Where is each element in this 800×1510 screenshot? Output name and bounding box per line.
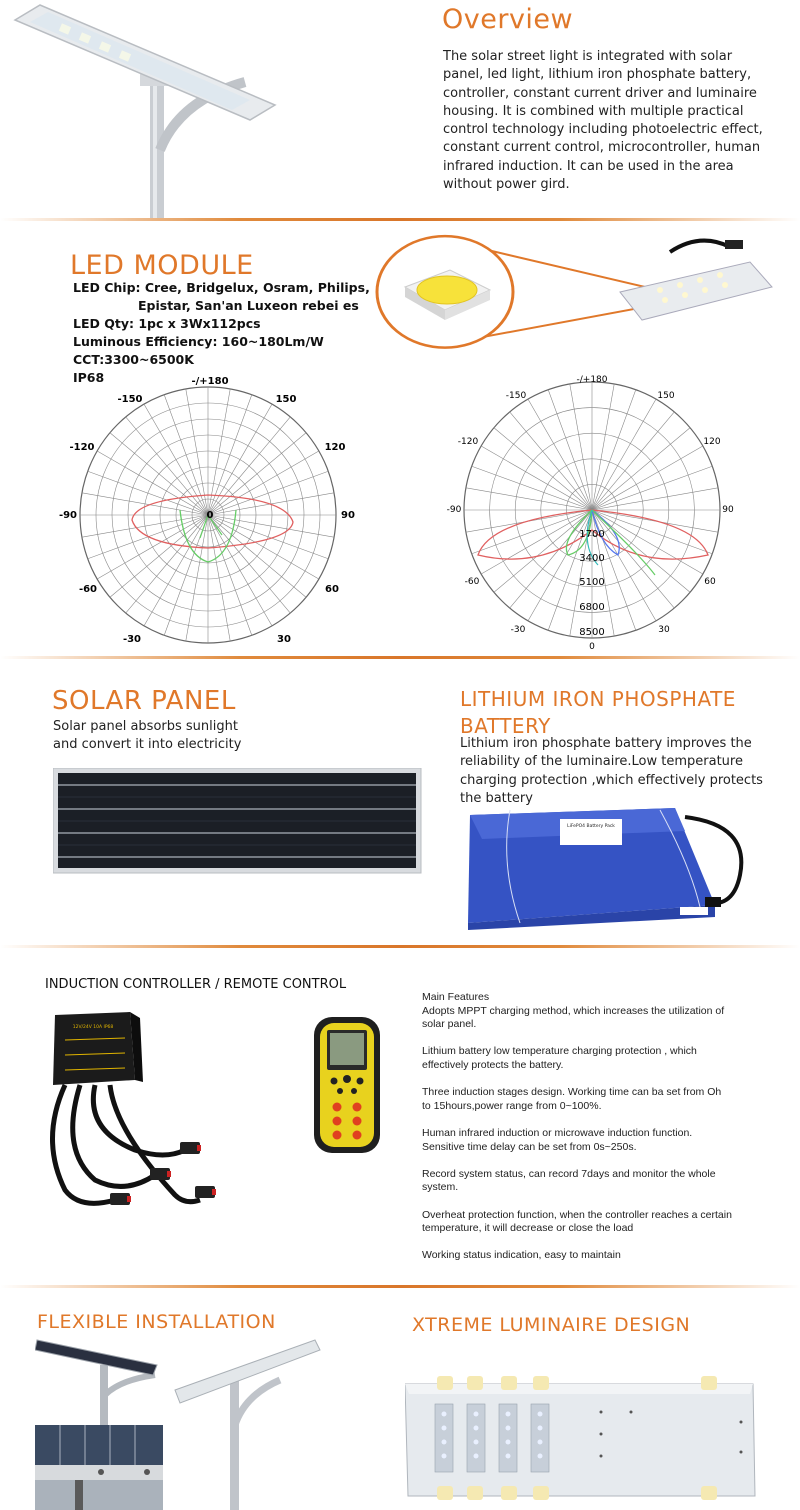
battery-title-line: BATTERY bbox=[460, 714, 551, 738]
angle-label: 0 bbox=[206, 510, 214, 521]
controller-image bbox=[35, 1010, 225, 1230]
spec-led-chip: LED Chip: Cree, Bridgelux, Osram, Philips, bbox=[73, 280, 370, 295]
angle-label: -60 bbox=[78, 584, 98, 595]
radial-label: 3400 bbox=[579, 553, 605, 564]
radial-label: 8500 bbox=[579, 627, 605, 638]
feature-item: Overheat protection function, when the controller reaches a certain temperature, it will decrease or close the load bbox=[422, 1208, 732, 1235]
angle-label: -120 bbox=[457, 437, 479, 447]
section-divider bbox=[0, 1285, 800, 1288]
spec-cct: CCT:3300~6500K bbox=[73, 352, 194, 367]
led-module-title: LED MODULE bbox=[70, 250, 254, 281]
overview-text: The solar street light is integrated with solar panel, led light, lithium iron phosphate battery, controller, constant current driver and luminaire housing. It is combined with multiple practical control technology including photoelectric effect, constant current control, microcontroller, human infrared induction. It can be used in the area without power gird. bbox=[443, 49, 763, 193]
angle-label: 120 bbox=[324, 442, 346, 453]
battery-image bbox=[460, 805, 760, 930]
spec-ip: IP68 bbox=[73, 370, 105, 385]
controller-features bbox=[422, 991, 732, 1263]
luminaire-image bbox=[405, 1372, 757, 1510]
angle-label: -30 bbox=[510, 625, 526, 635]
angle-label: 60 bbox=[704, 577, 716, 587]
street-light-image bbox=[10, 0, 280, 218]
angle-label: 90 bbox=[341, 510, 355, 521]
angle-label: 30 bbox=[277, 634, 291, 645]
feature-item: Working status indication, easy to maintain bbox=[422, 1249, 621, 1262]
angle-label: 150 bbox=[657, 391, 675, 401]
solar-panel-text bbox=[53, 718, 241, 755]
polar-chart-left bbox=[50, 370, 370, 650]
radial-label: 6800 bbox=[579, 602, 605, 613]
battery-label: LiFePO4 Battery Pack bbox=[567, 824, 615, 829]
section-divider bbox=[0, 945, 800, 948]
angle-label: -150 bbox=[505, 391, 527, 401]
feature-item: Lithium battery low temperature charging protection , which effectively protects the battery. bbox=[422, 1045, 697, 1071]
controller-title: INDUCTION CONTROLLER / REMOTE CONTROL bbox=[45, 977, 347, 992]
angle-label: 0 bbox=[589, 642, 595, 652]
angle-label: -150 bbox=[117, 394, 143, 405]
spec-led-chip-cont: Epistar, San'an Luxeon rebei es bbox=[138, 298, 359, 313]
luminaire-title: XTREME LUMINAIRE DESIGN bbox=[412, 1314, 691, 1336]
battery-text: Lithium iron phosphate battery improves the reliability of the luminaire.Low temperature charging protection ,which effectively protects the battery bbox=[460, 736, 763, 806]
polar-chart-right bbox=[440, 370, 750, 652]
solar-panel-text-line: Solar panel absorbs sunlight bbox=[53, 719, 238, 734]
angle-label: -60 bbox=[464, 577, 480, 587]
led-chip-zoom-image bbox=[370, 232, 790, 352]
installation-title: FLEXIBLE INSTALLATION bbox=[37, 1311, 276, 1333]
remote-control-image bbox=[312, 1015, 382, 1155]
battery-title bbox=[460, 686, 736, 740]
feature-item: Adopts MPPT charging method, which increases the utilization of solar panel. bbox=[422, 1004, 725, 1031]
angle-label: 120 bbox=[703, 437, 721, 447]
installation-image bbox=[35, 1335, 325, 1510]
angle-label: 90 bbox=[722, 505, 734, 515]
battery-title-line: LITHIUM IRON PHOSPHATE bbox=[460, 687, 736, 711]
feature-item: Record system status, can record 7days and monitor the whole system. bbox=[422, 1167, 716, 1194]
radial-label: 1700 bbox=[579, 529, 605, 540]
features-heading: Main Features bbox=[422, 991, 490, 1003]
angle-label: 60 bbox=[325, 584, 339, 595]
angle-label: -90 bbox=[58, 510, 78, 521]
section-divider bbox=[0, 218, 800, 221]
spec-led-qty: LED Qty: 1pc x 3Wx112pcs bbox=[73, 316, 261, 331]
angle-label: -30 bbox=[122, 634, 142, 645]
angle-label: -120 bbox=[69, 442, 95, 453]
spec-efficiency: Luminous Efficiency: 160~180Lm/W bbox=[73, 334, 324, 349]
feature-item: Human infrared induction or microwave induction function. Sensitive time delay can be set from 0s~250s. bbox=[422, 1126, 693, 1153]
overview-title: Overview bbox=[442, 4, 574, 35]
solar-panel-text-line: and convert it into electricity bbox=[53, 737, 242, 753]
angle-label: -/+180 bbox=[191, 376, 229, 387]
angle-label: 150 bbox=[275, 394, 297, 405]
angle-label: -/+180 bbox=[576, 375, 608, 385]
radial-label: 5100 bbox=[579, 577, 605, 588]
angle-label: -90 bbox=[446, 505, 462, 515]
solar-panel-title: SOLAR PANEL bbox=[52, 686, 236, 716]
feature-item: Three induction stages design. Working time can ba set from Oh to 15hours,power range from 0~100%. bbox=[422, 1086, 722, 1112]
solar-panel-image bbox=[53, 768, 423, 874]
angle-label: 30 bbox=[658, 625, 670, 635]
controller-device-label: 12V/24V 10A IP68 bbox=[72, 1025, 114, 1030]
section-divider bbox=[0, 656, 800, 659]
